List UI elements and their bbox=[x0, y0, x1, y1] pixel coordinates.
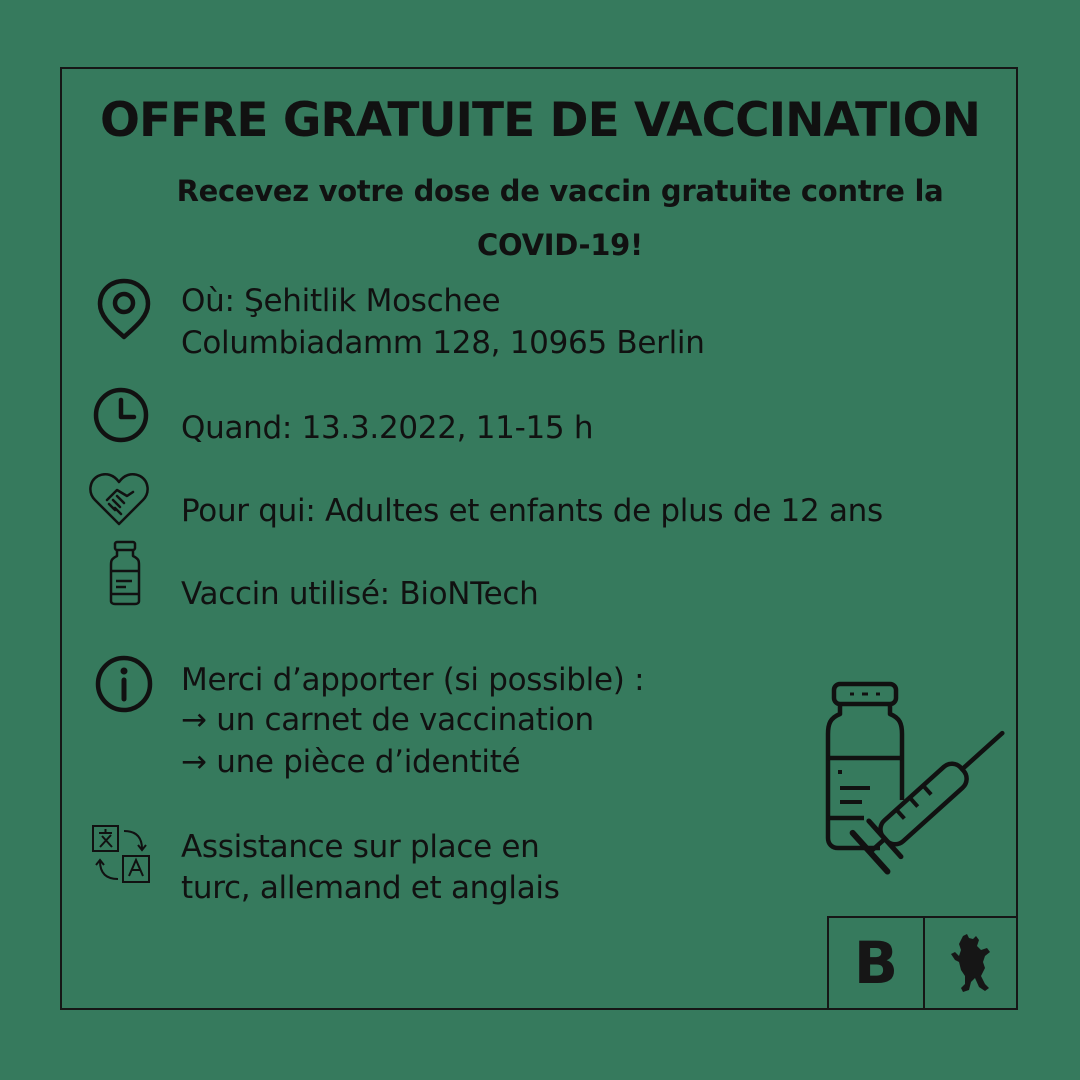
logo-bear-box bbox=[923, 916, 1018, 1010]
assist-line-2: turc, allemand et anglais bbox=[181, 870, 560, 906]
where-line-2: Columbiadamm 128, 10965 Berlin bbox=[181, 325, 705, 361]
bring-line-3: → une pièce d’identité bbox=[181, 744, 521, 780]
poster-subtitle bbox=[110, 164, 1010, 272]
subtitle-line-2: COVID-19! bbox=[477, 228, 643, 262]
handshake-heart-icon bbox=[87, 470, 151, 528]
vial-syringe-icon bbox=[820, 680, 1010, 890]
info-icon bbox=[94, 654, 154, 714]
logo-b-box bbox=[827, 916, 925, 1010]
logo-b-letter: B bbox=[853, 929, 899, 997]
assist-line-1: Assistance sur place en bbox=[181, 829, 540, 865]
vial-icon bbox=[107, 539, 143, 607]
berlin-bear-icon bbox=[949, 932, 993, 994]
location-pin-icon bbox=[95, 277, 153, 341]
subtitle-line-1: Recevez votre dose de vaccin gratuite contre la bbox=[176, 174, 944, 208]
translate-icon bbox=[90, 823, 154, 887]
bring-line-1: Merci d’apporter (si possible) : bbox=[181, 662, 645, 698]
poster-title: OFFRE GRATUITE DE VACCINATION bbox=[100, 93, 980, 148]
vaccine-text: Vaccin utilisé: BioNTech bbox=[181, 576, 539, 612]
clock-icon bbox=[92, 386, 150, 444]
when-text: Quand: 13.3.2022, 11-15 h bbox=[181, 410, 594, 446]
who-text: Pour qui: Adultes et enfants de plus de 12 ans bbox=[181, 493, 883, 529]
bring-line-2: → un carnet de vaccination bbox=[181, 702, 594, 738]
where-line-1: Où: Şehitlik Moschee bbox=[181, 283, 501, 319]
